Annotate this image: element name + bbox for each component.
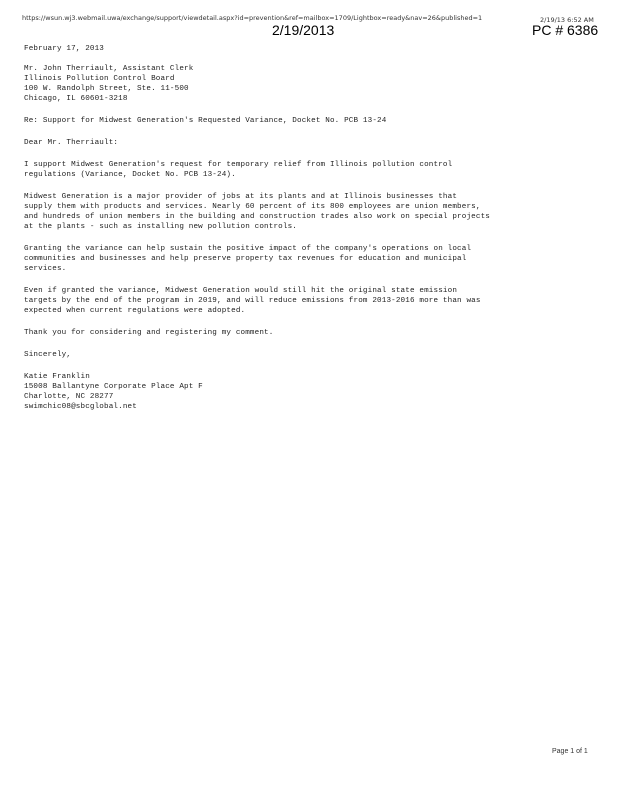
paragraph-line: Thank you for considering and registering my comment. — [24, 329, 274, 337]
paragraph — [24, 286, 584, 316]
paragraph-line: Even if granted the variance, Midwest Generation would still hit the original state emission — [24, 287, 458, 295]
closing: Sincerely, — [24, 351, 72, 359]
header-timestamp: 2/19/13 6:52 AM — [540, 16, 594, 24]
salutation: Dear Mr. Therriault: — [24, 139, 119, 147]
recipient-address — [24, 64, 584, 104]
recipient-line: Illinois Pollution Control Board — [24, 75, 175, 83]
signature-name: Katie Franklin — [24, 373, 90, 381]
paragraph-line: at the plants - such as installing new pollution controls. — [24, 223, 298, 231]
signature-city: Charlotte, NC 28277 — [24, 393, 114, 401]
signature-block — [24, 372, 584, 412]
letter-date: February 17, 2013 — [24, 45, 105, 53]
paragraph-line: and hundreds of union members in the building and construction trades also work on special projects — [24, 213, 490, 221]
paragraph — [24, 160, 584, 180]
date-stamp: 2/19/2013 — [272, 22, 335, 38]
subject-line: Re: Support for Midwest Generation's Requested Variance, Docket No. PCB 13-24 — [24, 117, 387, 125]
paragraph-line: Midwest Generation is a major provider of jobs at its plants and at Illinois businesses that — [24, 193, 458, 201]
recipient-line: Mr. John Therriault, Assistant Clerk — [24, 65, 194, 73]
signature-email: swimchic08@sbcglobal.net — [24, 403, 137, 411]
letter-body — [24, 44, 584, 412]
recipient-line: 100 W. Randolph Street, Ste. 11-500 — [24, 85, 189, 93]
paragraph-line: expected when current regulations were adopted. — [24, 307, 246, 315]
recipient-line: Chicago, IL 60601-3218 — [24, 95, 128, 103]
paragraph — [24, 244, 584, 274]
pc-number: PC # 6386 — [532, 22, 599, 38]
paragraph-line: targets by the end of the program in 2019, and will reduce emissions from 2013-2016 more than was — [24, 297, 481, 305]
paragraph-line: regulations (Variance, Docket No. PCB 13-24). — [24, 171, 236, 179]
paragraph-line: Granting the variance can help sustain the positive impact of the company's operations on local — [24, 245, 472, 253]
page-number: Page 1 of 1 — [552, 748, 588, 755]
paragraph — [24, 328, 584, 338]
paragraph-line: services. — [24, 265, 67, 273]
signature-address: 15008 Ballantyne Corporate Place Apt F — [24, 383, 203, 391]
paragraph-line: I support Midwest Generation's request for temporary relief from Illinois pollution control — [24, 161, 453, 169]
paragraph — [24, 192, 584, 232]
paragraph-line: supply them with products and services. Nearly 60 percent of its 800 employees are union members, — [24, 203, 481, 211]
paragraph-line: communities and businesses and help preserve property tax revenues for education and municipal — [24, 255, 467, 263]
header-url: https://wsun.wj3.webmail.uwa/exchange/support/viewdetail.aspx?id=prevention&ref=mailbox=1709/Lightbox=ready&nav=26&published=1 — [22, 14, 483, 22]
